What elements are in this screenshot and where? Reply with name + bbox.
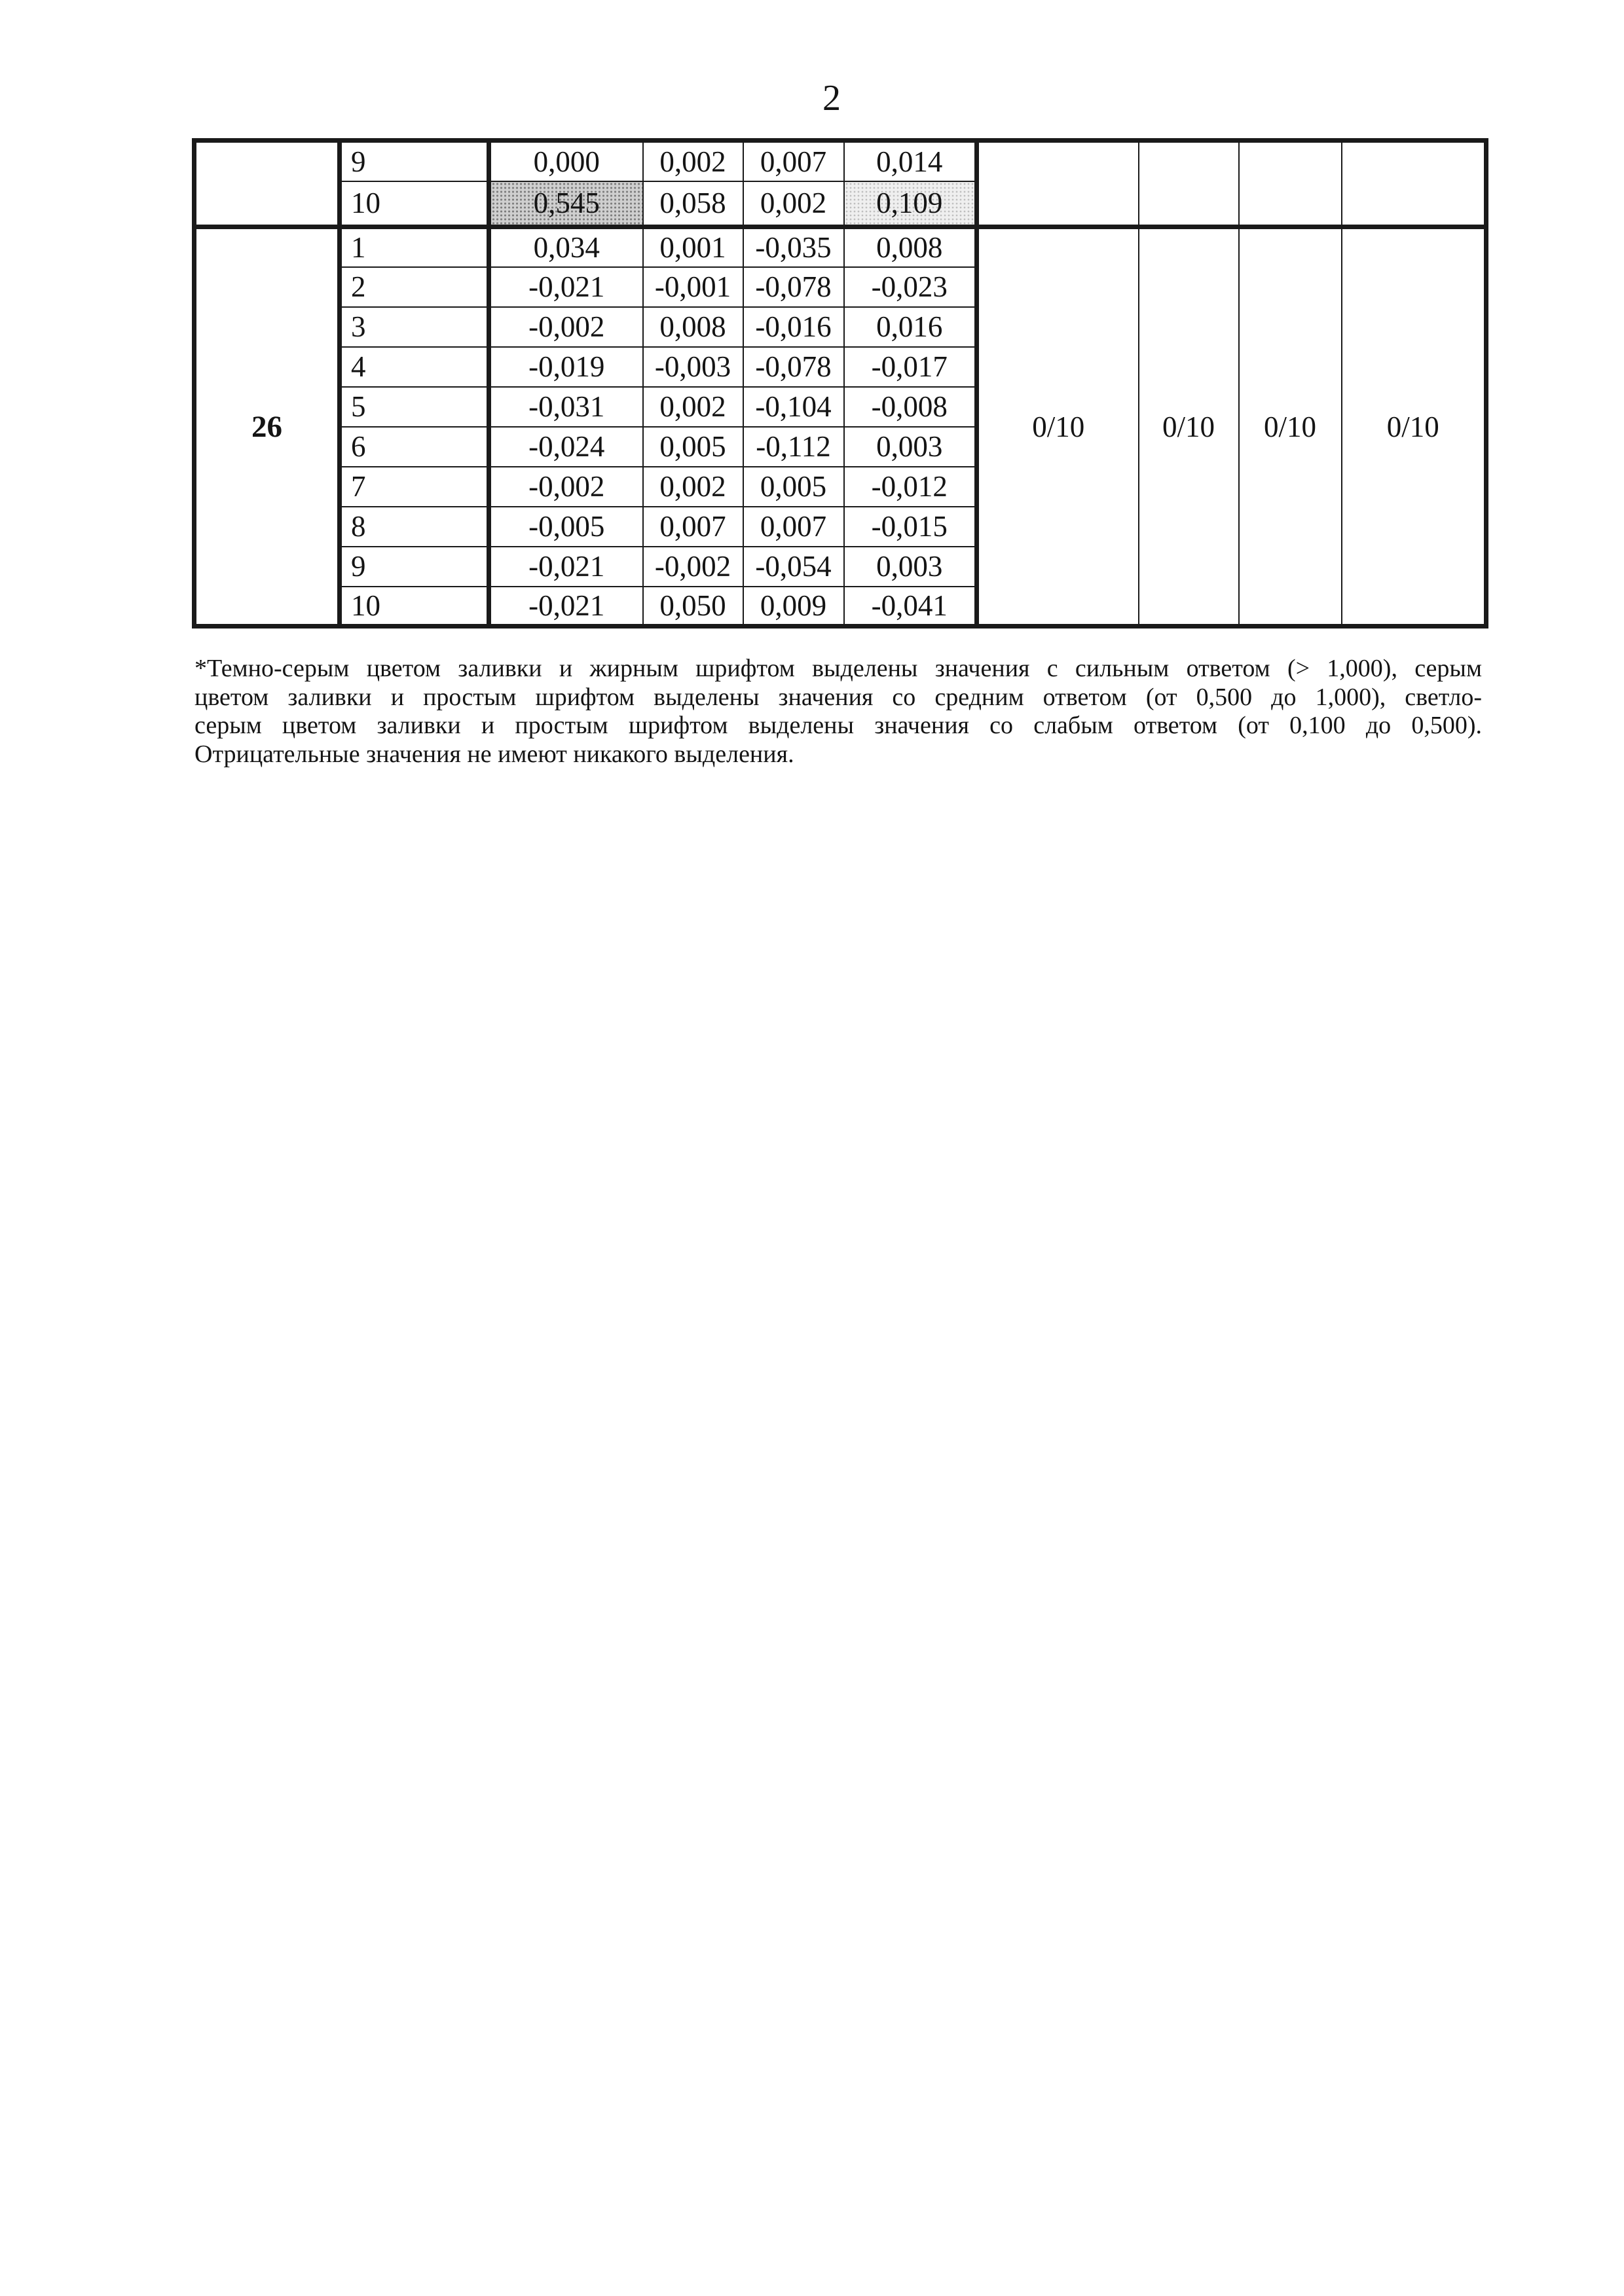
value-cell: 0,014 — [844, 141, 977, 181]
value-cell: -0,008 — [844, 387, 977, 427]
table-group — [194, 141, 1486, 227]
value-cell: 0,009 — [743, 587, 844, 627]
value-cell: 0,005 — [643, 427, 743, 467]
table-group — [194, 227, 1486, 627]
value-cell: 0,003 — [844, 547, 977, 587]
value-cell: 0,002 — [743, 181, 844, 227]
value-cell: 0,008 — [643, 307, 743, 347]
value-cell: 0,002 — [643, 387, 743, 427]
value-cell: 0,016 — [844, 307, 977, 347]
value-cell: 0,007 — [743, 507, 844, 547]
value-cell: -0,078 — [743, 347, 844, 387]
value-cell: -0,003 — [643, 347, 743, 387]
page-number: 2 — [822, 78, 841, 118]
value-cell: -0,104 — [743, 387, 844, 427]
summary-cell — [1139, 141, 1239, 227]
value-cell: 0,001 — [643, 227, 743, 267]
value-cell: 0,034 — [489, 227, 643, 267]
row-number-cell: 8 — [340, 507, 489, 547]
row-number-cell: 4 — [340, 347, 489, 387]
value-cell: -0,024 — [489, 427, 643, 467]
row-number-cell: 6 — [340, 427, 489, 467]
value-cell: 0,058 — [643, 181, 743, 227]
value-cell: 0,002 — [643, 467, 743, 507]
row-number-cell: 3 — [340, 307, 489, 347]
value-cell: -0,019 — [489, 347, 643, 387]
row-number-cell: 9 — [340, 141, 489, 181]
summary-cell: 0/10 — [977, 227, 1139, 627]
footnote-line: серым цветом заливки и простым шрифтом выделены значения со слабым ответом (от 0,100 до 0,500). — [194, 712, 1482, 739]
value-cell: 0,008 — [844, 227, 977, 267]
row-number-cell: 7 — [340, 467, 489, 507]
value-cell: -0,054 — [743, 547, 844, 587]
results-table — [192, 138, 1488, 629]
value-cell: 0,007 — [643, 507, 743, 547]
row-number-cell: 5 — [340, 387, 489, 427]
value-cell: -0,031 — [489, 387, 643, 427]
footnote-line: *Темно-серым цветом заливки и жирным шрифтом выделены значения с сильным ответом (> 1,000), серым — [194, 655, 1482, 682]
value-cell: -0,023 — [844, 267, 977, 307]
row-number-cell: 2 — [340, 267, 489, 307]
value-cell: -0,002 — [489, 307, 643, 347]
table-row — [194, 141, 1486, 181]
value-cell: -0,005 — [489, 507, 643, 547]
summary-cell — [977, 141, 1139, 227]
value-cell: -0,015 — [844, 507, 977, 547]
value-cell: -0,001 — [643, 267, 743, 307]
value-cell: -0,002 — [489, 467, 643, 507]
value-cell: -0,021 — [489, 547, 643, 587]
value-cell: -0,021 — [489, 587, 643, 627]
summary-cell: 0/10 — [1139, 227, 1239, 627]
value-cell: -0,041 — [844, 587, 977, 627]
value-cell: 0,005 — [743, 467, 844, 507]
summary-cell: 0/10 — [1239, 227, 1342, 627]
row-number-cell: 9 — [340, 547, 489, 587]
value-cell: 0,003 — [844, 427, 977, 467]
value-cell: -0,002 — [643, 547, 743, 587]
value-cell: 0,000 — [489, 141, 643, 181]
value-cell: 0,050 — [643, 587, 743, 627]
value-cell: -0,017 — [844, 347, 977, 387]
value-cell: -0,035 — [743, 227, 844, 267]
footnote-line: Отрицательные значения не имеют никакого выделения. — [194, 740, 794, 768]
row-number-cell: 10 — [340, 181, 489, 227]
value-cell: 0,109 — [844, 181, 977, 227]
value-cell: -0,021 — [489, 267, 643, 307]
row-number-cell: 10 — [340, 587, 489, 627]
footnote — [194, 655, 1482, 769]
summary-cell: 0/10 — [1342, 227, 1486, 627]
footnote-line: цветом заливки и простым шрифтом выделены значения со средним ответом (от 0,500 до 1,000), светло- — [194, 683, 1482, 711]
summary-cell — [1342, 141, 1486, 227]
value-cell: 0,007 — [743, 141, 844, 181]
value-cell: -0,016 — [743, 307, 844, 347]
value-cell: -0,112 — [743, 427, 844, 467]
row-number-cell: 1 — [340, 227, 489, 267]
value-cell: 0,545 — [489, 181, 643, 227]
value-cell: 0,002 — [643, 141, 743, 181]
value-cell: -0,012 — [844, 467, 977, 507]
group-label-cell: 26 — [194, 227, 340, 627]
group-label-cell — [194, 141, 340, 227]
table-row — [194, 227, 1486, 267]
summary-cell — [1239, 141, 1342, 227]
value-cell: -0,078 — [743, 267, 844, 307]
